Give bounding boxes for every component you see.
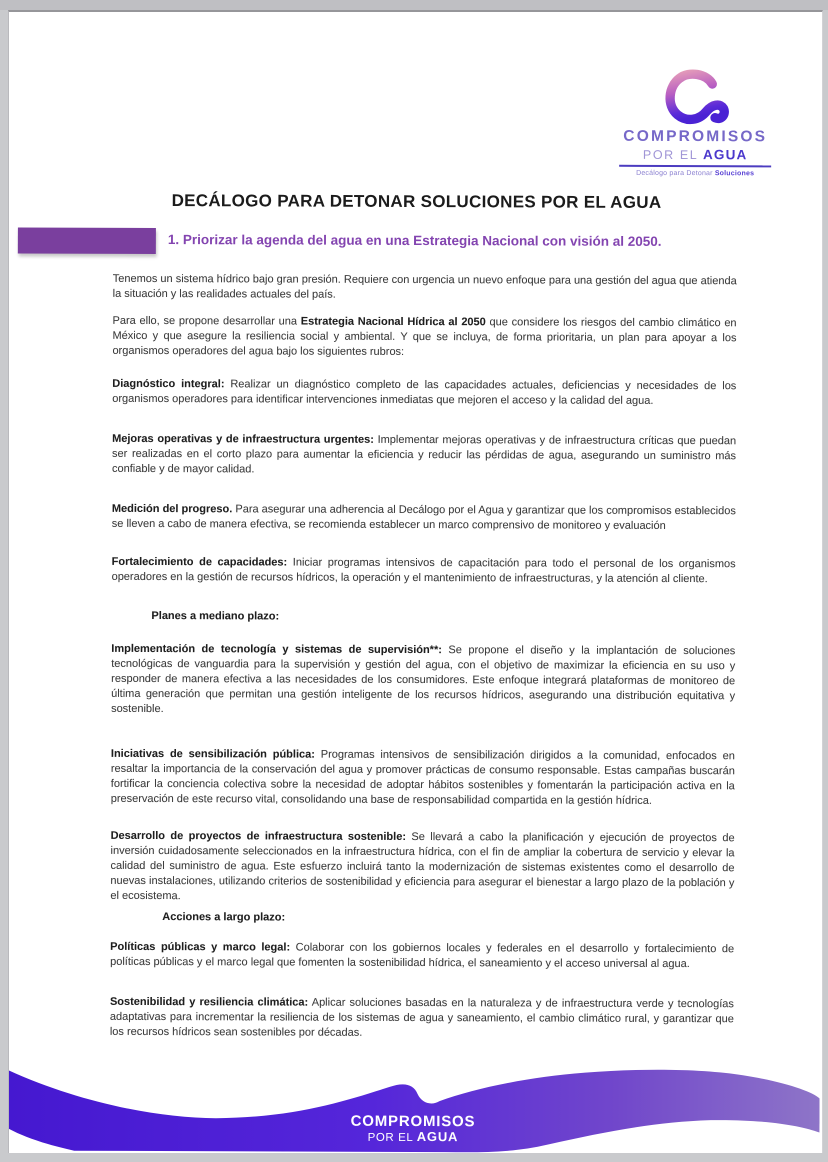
paragraph-diagnostico	[112, 377, 736, 409]
footer-brand-line2	[8, 1128, 819, 1146]
paragraph-lead: Mejoras operativas y de infraestructura urgentes:	[112, 432, 374, 446]
paragraph-text: que considere los riesgos del cambio climático en México y que asegure la resiliencia social y ambiental. Y que se incluya, de forma prioritaria, un plan para apoyar a los organismos operadores del agua bajo los siguientes rubros:	[112, 316, 737, 358]
section-heading: 1. Priorizar la agenda del agua en una Estrategia Nacional con visión al 2050.	[167, 232, 662, 249]
logo-tagline	[613, 170, 777, 178]
paragraph-medicion	[112, 502, 736, 534]
paragraph-text: Para ello, se propone desarrollar una	[112, 314, 301, 328]
logo-divider	[619, 165, 771, 168]
logo-brand-line1: COMPROMISOS	[623, 127, 768, 146]
paragraph-lead: Iniciativas de sensibilización pública:	[110, 747, 315, 761]
paragraph-text: Se propone el diseño y la implantación de soluciones tecnológicas de vanguardia para la supervisión y gestión del agua, con el objetivo de maximizar la eficiencia en su uso y responder de manera efectiva a las necesidades de los consumidores. Este enfoque integrará plataformas de monitoreo de última generación que permitan una gestión inteligente de los recursos hídricos, asegurando una distribución equitativa y sostenible.	[111, 644, 736, 716]
paragraph-tecnologia	[111, 642, 735, 719]
paragraph-bold-inline: Estrategia Nacional Hídrica al 2050	[300, 315, 486, 329]
logo-brand-por-el: POR EL	[642, 147, 703, 163]
section-accent-bar	[18, 227, 156, 254]
water-swirl-logo-icon	[656, 68, 734, 126]
paragraph-text: Se llevará a cabo la planificación y ejecución de proyectos de inversión cuidadosamente seleccionados en la infraestructura hídrica, con el fin de ampliar la cobertura de servicio y elevar la calidad del suministro de agua. Este esfuerzo incluirá tanto la modernización de sistemas existentes como el desarrollo de nuevas instalaciones, utilizando criterios de sostenibilidad y eficiencia para asegurar el bienestar a largo plazo de la población y el ecosistema.	[110, 830, 735, 903]
paragraph-infraestructura	[110, 829, 734, 906]
logo-brand-line2	[613, 147, 777, 163]
paragraph-lead: Sostenibilidad y resiliencia climática:	[109, 995, 309, 1009]
paragraph-lead: Diagnóstico integral:	[112, 377, 225, 391]
paragraph-text: Aplicar soluciones basadas en la naturaleza y de infraestructura verde y tecnologías adaptativas para incrementar la resiliencia de los sistemas de agua y saneamiento, el cambio climático rural, y garantizar que los recursos hídricos sean sostenibles por décadas.	[109, 996, 734, 1039]
paragraph-text: Colaborar con los gobiernos locales y federales en el desarrollo y fortalecimiento de políticas públicas y el marco legal que fomenten la sostenibilidad hídrica, el saneamiento y el acceso universal al agua.	[110, 941, 735, 971]
section-heading-row	[10, 227, 823, 257]
paragraph-lead: Políticas públicas y marco legal:	[110, 940, 291, 954]
subheading-long-term: Acciones a largo plazo:	[162, 911, 286, 924]
page-title: DECÁLOGO PARA DETONAR SOLUCIONES POR EL AGUA	[171, 191, 662, 212]
logo-brand-agua: AGUA	[702, 147, 748, 163]
paragraph-text: Tenemos un sistema hídrico bajo gran presión. Requiere con urgencia un nuevo enfoque para una gestión del agua que atienda la situación y las realidades actuales del país.	[112, 272, 737, 301]
footer-brand	[8, 1111, 820, 1147]
paragraph-lead: Medición del progreso.	[111, 502, 233, 516]
paragraph-text: Implementar mejoras operativas y de infraestructura críticas que puedan ser realizadas en el corto plazo para aumentar la eficiencia y reducir las pérdidas de agua, asegurando un suministro más confiable y de mayor calidad.	[111, 433, 737, 476]
paragraph-sensibilizacion	[111, 747, 735, 809]
logo	[613, 68, 777, 178]
paragraph-text: Realizar un diagnóstico completo de las capacidades actuales, deficiencias y necesidades de los organismos operadores para identificar intervenciones inmediatas que mejoren el acceso y la calidad del agua.	[112, 378, 737, 407]
paragraph-strategy	[112, 314, 736, 361]
logo-tagline-bold: Soluciones	[714, 170, 755, 178]
paragraph-lead: Fortalecimiento de capacidades:	[111, 555, 288, 569]
paragraph-text: Iniciar programas intensivos de capacitación para todo el personal de los organismos operadores en la gestión de recursos hídricos, la operación y el mantenimiento de infraestructuras, y la atención al cliente.	[111, 556, 736, 586]
paragraph-sostenibilidad	[110, 995, 734, 1042]
footer-brand-agua: AGUA	[416, 1128, 459, 1144]
paragraph-fortalecimiento	[112, 555, 736, 587]
paragraph-lead: Desarrollo de proyectos de infraestructura sostenible:	[110, 829, 407, 843]
subheading-medium-term: Planes a mediano plazo:	[151, 609, 280, 623]
footer-brand-por-el: POR EL	[367, 1131, 417, 1144]
paragraph-intro	[113, 272, 737, 304]
paragraph-text: Para asegurar una adherencia al Decálogo por el Agua y garantizar que los compromisos establecidos se lleven a cabo de manera efectiva, se recomienda establecer un marco comprensivo de monitoreo y evaluación	[111, 503, 736, 532]
body-text-column	[110, 272, 737, 1042]
document-page	[8, 10, 823, 1153]
paragraph-text: Programas intensivos de sensibilización dirigidos a la comunidad, enfocados en resaltar la importancia de la conservación del agua y promover prácticas de consumo responsable. Estas campañas buscarán fortificar la conciencia colectiva sobre la necesidad de adoptar hábitos sostenibles y fomentarán la participación activa en la preservación de este recurso vital, consolidando una base de responsabilidad compartida en la gestión hídrica.	[110, 748, 735, 807]
paragraph-mejoras	[112, 432, 736, 479]
paragraph-lead: Implementación de tecnología y sistemas de supervisión**:	[111, 642, 442, 657]
logo-tagline-text: Decálogo para Detonar	[636, 169, 715, 178]
footer-brand-line1: COMPROMISOS	[350, 1112, 476, 1130]
paragraph-politicas	[110, 940, 734, 972]
